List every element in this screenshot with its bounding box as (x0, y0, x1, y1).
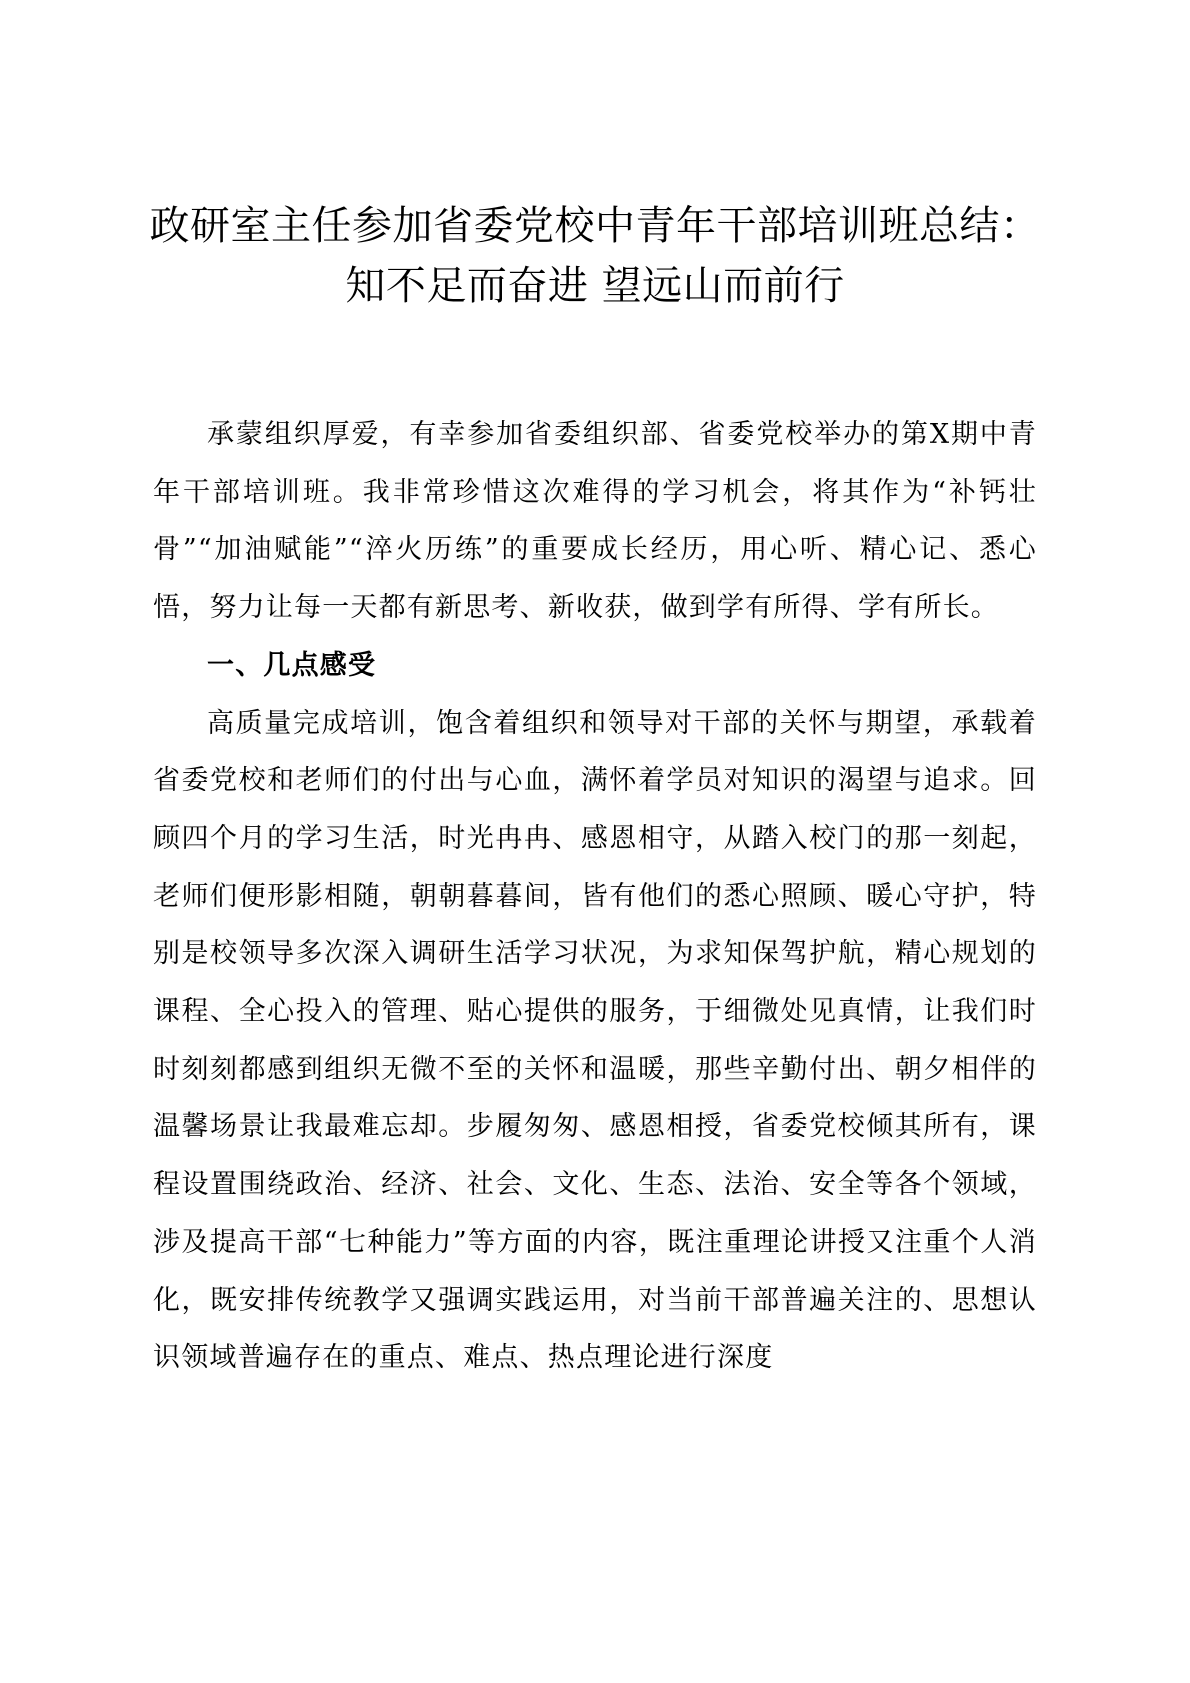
section-paragraph: 高质量完成培训，饱含着组织和领导对干部的关怀与期望，承载着省委党校和老师们的付出与心血，满怀着学员对知识的渴望与追求。回顾四个月的学习生活，时光冉冉、感恩相守，从踏入校门的那一刻起，老师们便形影相随，朝朝暮暮间，皆有他们的悉心照顾、暖心守护，特别是校领导多次深入调研生活学习状况，为求知保驾护航，精心规划的课程、全心投入的管理、贴心提供的服务，于细微处见真情，让我们时时刻刻都感到组织无微不至的关怀和温暖，那些辛勤付出、朝夕相伴的温馨场景让我最难忘却。步履匆匆、感恩相授，省委党校倾其所有，课程设置围绕政治、经济、社会、文化、生态、法治、安全等各个领域，涉及提高干部“七种能力”等方面的内容，既注重理论讲授又注重个人消化，既安排传统教学又强调实践运用，对当前干部普遍关注的、思想认识领域普遍存在的重点、难点、热点理论进行深度 (153, 707, 1037, 1374)
intro-paragraph: 承蒙组织厚爱，有幸参加省委组织部、省委党校举办的第X期中青年干部培训班。我非常珍惜这次难得的学习机会，将其作为“补钙壮骨”“加油赋能”“淬火历练”的重要成长经历，用心听、精心记、悉心悟，努力让每一天都有新思考、新收获，做到学有所得、学有所长。 (153, 419, 1037, 624)
document-title: 政研室主任参加省委党校中青年干部培训班总结：知不足而奋进 望远山而前行 (149, 203, 1041, 309)
section-heading: 一、几点感受 (207, 649, 377, 681)
document-body (153, 406, 1037, 1387)
